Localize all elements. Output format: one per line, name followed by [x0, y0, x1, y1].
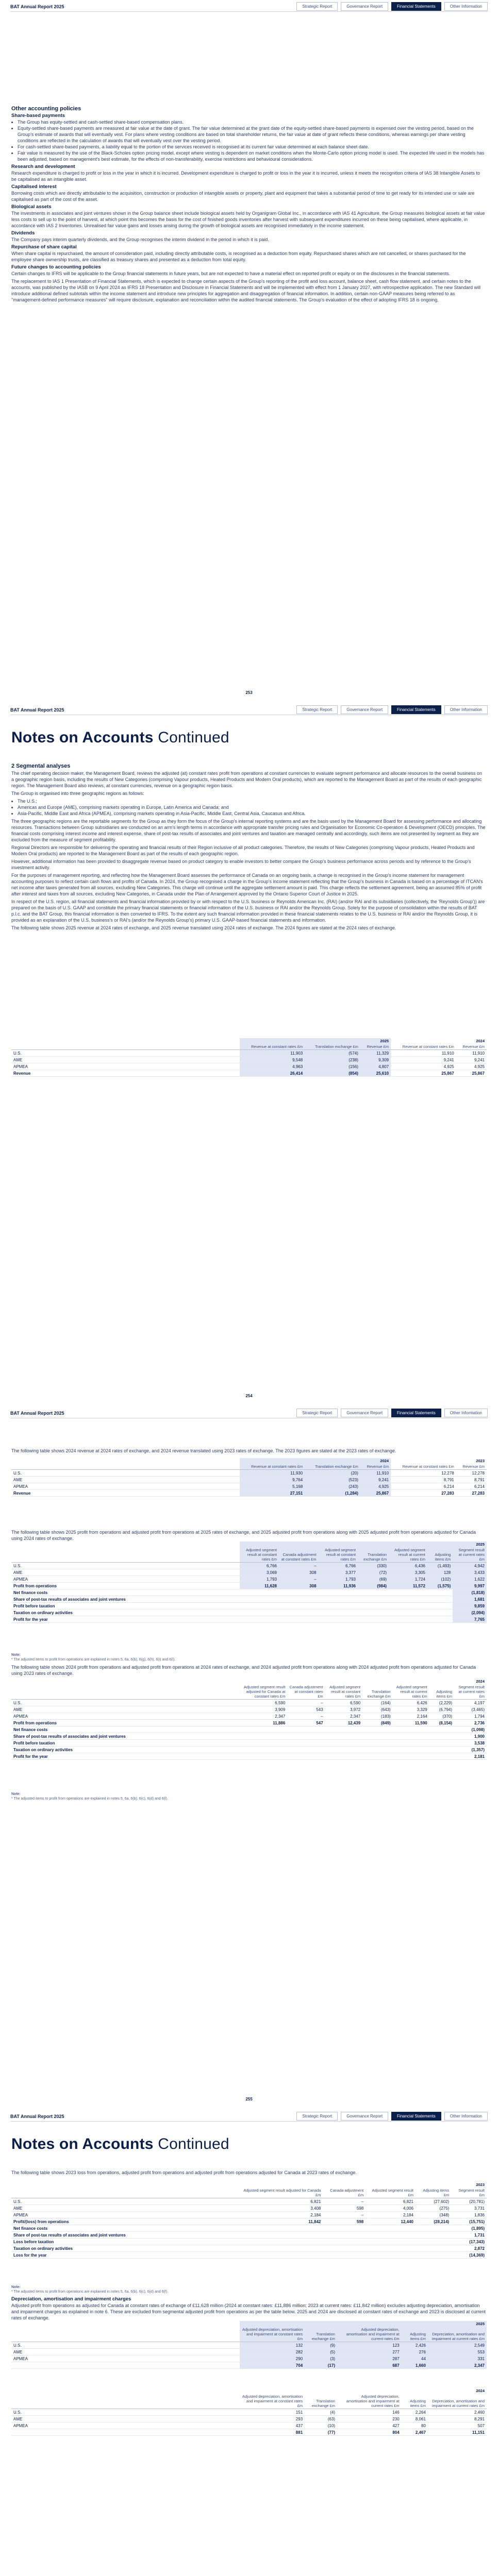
- intro-text: The following table shows 2024 revenue at 2024 rates of exchange, and 2024 revenue translated using 2023 rates of exchange. The 2023 figures are stated at the 2023 rates of exchange.: [11, 1448, 396, 1453]
- col-header: Translation exchange £m: [305, 2327, 337, 2342]
- page-254: [0, 703, 498, 1406]
- col-header: Revenue £m: [360, 1044, 391, 1050]
- col-header: Canada adjustment at constant rates £m: [279, 1547, 319, 1563]
- paragraph: Certain changes to IFRS will be applicable to the Group financial statements in future years, but are not expected to have a material effect on reported profit or equity or on the disclosures in the financial statements.: [11, 271, 451, 276]
- heading-capitalised-interest: Capitalised interest: [11, 184, 57, 190]
- paragraph: Adjusted profit from operations as adjusted for Canada at constant rates of exchange of £11,628 million (2024 at constant rates: £11,886 million; 2023 at current rates: £11,842 million) excludes adjusting depreciation, amortisation and impairment charges as explained in note 6. These are excluded from segmental adjusted profit from operations as per the table below. 2025 and 2024 are disclosed at constant rates of exchange and 2023 is disclosed at current rates of exchange.: [11, 2303, 486, 2320]
- note-text: * The adjusted items to profit from operations are explained in notes 5, 6a, 6(b), 6(g), 6(h), 6(i) and 6(l).: [11, 1658, 176, 1662]
- tab-governance-report[interactable]: Governance Report: [341, 705, 388, 714]
- year-label: 2024: [476, 1679, 485, 1684]
- col-header: Adjusted segment result adjusted for Canada at constant rates £m: [240, 1684, 288, 1700]
- report-title: BAT Annual Report 2025: [10, 1411, 64, 1416]
- table-row: AME 9,548 (238) 9,309 9,241 9,241: [11, 1057, 487, 1063]
- report-title: BAT Annual Report 2025: [10, 4, 64, 9]
- paragraph: The following table shows 2025 revenue at 2024 rates of exchange, and 2025 revenue translated using 2024 rates of exchange. The 2024 figures are stated at the 2024 rates of exchange.: [11, 925, 396, 930]
- table-row: Loss for the year (14,369): [11, 2252, 487, 2259]
- table-row-total: Revenue 27,151 (1,284) 25,867 27,283 27,283: [11, 1490, 487, 1497]
- tab-other-information[interactable]: Other Information: [444, 2112, 488, 2121]
- table-row: U.S. 6,590 – 6,590 (164) 6,426 (2,229) 4,197: [11, 1700, 487, 1706]
- table-row: U.S. 11,903 (574) 11,329 11,910 11,910: [11, 1050, 487, 1057]
- col-header: Adjusted segment result at constant rates £m: [240, 1547, 279, 1563]
- intro-text: The following table shows 2024 profit from operations and adjusted profit from operations at 2024 rates of exchange, and 2024 adjusted profit from operations along with 2024 adjusted profit from operations adjusted for Canada using 2023 rates of exchange.: [11, 1665, 476, 1676]
- page-number: 254: [245, 1394, 253, 1398]
- paragraph: Research expenditure is charged to profit or loss in the year in which it is incurred. Development expenditure is charged to profit or loss in the year it is incurred, unless it meets the recognition criteria of IAS 38 Intangible Assets to be capitalised as an intangible asset.: [11, 171, 480, 182]
- tab-governance-report[interactable]: Governance Report: [341, 2112, 388, 2121]
- table-row: Profit from operations 11,628 308 11,936 (984) 11,572 (1,575) 9,997: [11, 1583, 487, 1589]
- table-row: U.S. 11,930 (20) 11,910 12,278 12,278: [11, 1470, 487, 1477]
- table-row: Net finance costs (1,895): [11, 2225, 487, 2232]
- page-title: [11, 2136, 229, 2153]
- paragraph: The replacement to IAS 1 Presentation of Financial Statements, which is expected to change certain aspects of the Group's reporting of the profit and loss account, balance sheet, cash flow statement, and certain notes to the accounts, was published by the IASB on 9 April 2024 as IFRS 18 Presentation and Disclosure in Financial Statements and will be implemented with effect from 1 January 2027, with retrospective application. The new Standard will introduce additional defined subtotals within the income statement and introduce new principles for aggregation and disaggregation of financial information. In addition, certain non-GAAP measures being referred to as "management-defined performance measures" will require disclosure, explanation and reconciliation within the audited financial statements. The Group's evaluation of the effect of adopting IFRS 18 is ongoing.: [11, 279, 481, 302]
- paragraph: In respect of the U.S. region, all financial statements and financial information provided by or with respect to the U.S. business or Reynolds American Inc. (RAI) (and/or RAI and its subsidiaries (collectively, the 'Reynolds Group')) are prepared on the basis of U.S. GAAP and constitute the primary financial statements or financial information of the U.S. business or RAI and/or the Reynolds Group. Solely for the purpose of consolidation within the results of BAT p.l.c. and the BAT Group, this financial information is then converted to IFRS. To the extent any such financial information provided in these financial statements relates to the U.S. business or RAI and/or the Reynolds Group, it is provided as an explanation of the U.S. business's or RAI's (and/or the Reynolds Group's) primary U.S. GAAP-based financial statements and information.: [11, 899, 485, 923]
- col-header: Adjusted depreciation, amortisation and impairment at constant rates £m: [240, 2394, 305, 2409]
- tab-other-information[interactable]: Other Information: [444, 1409, 488, 1417]
- col-header: Adjusted segment result adjusted for Canada £m: [240, 2188, 323, 2198]
- tab-financial-statements[interactable]: Financial Statements: [391, 1409, 441, 1417]
- list-item: • For cash-settled share-based payments, a liability equal to the portion of the services received is recognised at its current fair value determined at each balance sheet date.: [18, 144, 486, 150]
- report-title: BAT Annual Report 2025: [10, 2114, 64, 2119]
- paragraph: When share capital is repurchased, the amount of consideration paid, including directly attributable costs, is recognised as a deduction from equity. Repurchased shares which are not cancelled, or shares purchased for the employee share ownership trusts, are classified as treasury shares and presented as a deduction from total equity.: [11, 251, 466, 262]
- year-label: 2023: [476, 1459, 485, 1463]
- table-row: APMEA 290 (3) 287 44 331: [11, 2355, 487, 2362]
- col-header: Revenue £m: [456, 1464, 487, 1470]
- paragraph: The investments in associates and joint ventures shown in the Group balance sheet include biological assets held by Organigram Global Inc., in accordance with IAS 41 Agriculture, the Group measures biological assets at fair value less costs to sell up to the point of harvest, at which point this becomes the basis for the cost of finished goods inventories after harvest with subsequent expenditures incurred on these being capitalised, where applicable, in accordance with IAS 2 Inventories. Unrealised fair value gains and losses arising during the growth of biological assets are recognised immediately in the income statement.: [11, 211, 485, 228]
- profit-2024-table: [11, 1679, 487, 1760]
- heading-share-based: Share-based payments: [11, 113, 65, 118]
- note-label: Note:: [11, 1653, 21, 1657]
- tab-governance-report[interactable]: Governance Report: [341, 1409, 388, 1417]
- year-label: 2025: [240, 1541, 487, 1547]
- title-continued: Continued: [158, 729, 229, 746]
- col-header: Revenue at constant rates £m: [240, 1464, 305, 1470]
- header-tabs: [296, 1409, 488, 1417]
- col-header: Segment result at current rates £m: [454, 1684, 487, 1700]
- table-row: U.S. 132 (9) 123 2,426 2,549: [11, 2342, 487, 2349]
- tab-financial-statements[interactable]: Financial Statements: [391, 2112, 441, 2121]
- tab-strategic-report[interactable]: Strategic Report: [296, 705, 338, 714]
- col-header: Adjusted depreciation, amortisation and impairment at current rates £m: [337, 2327, 402, 2342]
- table-row: APMEA 4,963 (156) 4,807 4,925 4,925: [11, 1063, 487, 1070]
- list-item: • The U.S.;: [18, 798, 486, 804]
- col-header: Canada adjustment at constant rates £m: [287, 1684, 325, 1700]
- table-row: AME 9,764 (523) 9,241 8,791 8,791: [11, 1477, 487, 1483]
- list-item: • The Group has equity-settled and cash-settled share-based compensation plans.: [18, 119, 486, 125]
- heading-rd: Research and development: [11, 164, 75, 170]
- col-header: Adjusting items £m: [427, 1547, 453, 1563]
- table-row: Profit for the year 7,765: [11, 1616, 487, 1623]
- col-header: Adjusted segment result £m: [366, 2188, 416, 2198]
- year-label: 2024: [240, 1458, 391, 1464]
- accounting-policies-text: [11, 106, 486, 304]
- table-row: U.S. 151 (4) 146 2,264 2,460: [11, 2409, 487, 2416]
- table-row: Profit before taxation 3,538: [11, 1740, 487, 1747]
- tab-strategic-report[interactable]: Strategic Report: [296, 2112, 338, 2121]
- table-row: APMEA 5,168 (243) 4,925 6,214 6,214: [11, 1483, 487, 1490]
- share-based-list: [11, 119, 486, 162]
- col-header: Canada adjustment £m: [323, 2188, 366, 2198]
- year-label: 2025: [240, 2321, 487, 2327]
- note-label: Note:: [11, 1792, 21, 1796]
- paragraph: However, additional information has been provided to disaggregate revenue based on product category to enable investors to better compare the Group's business performance across periods and by reference to the Group's investment activity.: [11, 859, 471, 870]
- table-row: Net finance costs (1,098): [11, 1726, 487, 1733]
- paragraph: The three geographic regions are the reportable segments for the Group as they form the focus of the Group's internal reporting systems and are the basis used by the Management Board for assessing performance and allocating resources. Transactions between Group subsidiaries are conducted on an arm's length terms in accordance with appropriate transfer pricing rules and Organisation for Economic Co-operation & Development (OECD) principles. The financial costs comprising interest income and interest expense, share of post-tax results of associates and joint ventures and taxation are managed centrally and accordingly, such items are not presented by segment as they are excluded from the measure of segment profitability.: [11, 819, 486, 842]
- col-header: Adjusted depreciation, amortisation and impairment at current rates £m: [337, 2394, 402, 2409]
- heading-future-changes: Future changes to accounting policies: [11, 264, 101, 270]
- list-item: • Americas and Europe (AME), comprising markets operating in Europe, Latin America and Canada; and: [18, 804, 486, 810]
- page-255: [0, 1406, 498, 2110]
- col-header: Adjusting items £m: [416, 2188, 451, 2198]
- title-main: Notes on Accounts: [11, 2136, 154, 2153]
- table-row: Net finance costs (1,818): [11, 1589, 487, 1596]
- paragraph: The chief operating decision maker, the Management Board, reviews the adjusted (at) constant rates profit from operations at constant currencies to evaluate segment performance and allocate resources to the overall business on a geographic region basis, including the results of New Categories (comprising Vapour products, Heated Products and Modern Oral products), which are reported to the Management Board as part of the results of each geographic region. The Management Board also reviews, at constant currencies, revenue on a geographic region basis.: [11, 771, 482, 788]
- col-header: Segment result at current rates £m: [453, 1547, 487, 1563]
- intro-text: The following table shows 2023 loss from operations, adjusted profit from operations and adjusted profit from operations adjusted for Canada at 2023 rates of exchange.: [11, 2170, 357, 2175]
- profit-2025-table: [11, 1541, 487, 1623]
- col-header: Translation exchange £m: [305, 2394, 337, 2409]
- table-row: AME 293 (63) 230 8,061 8,291: [11, 2416, 487, 2422]
- table-row: Share of post-tax results of associates and joint ventures 1,731: [11, 2232, 487, 2239]
- table-row: AME 282 (5) 277 276 553: [11, 2349, 487, 2355]
- table-row: APMEA 2,184 – 2,184 (348) 1,836: [11, 2212, 487, 2218]
- col-header: Depreciation, amortisation and impairment at current rates £m: [428, 2394, 487, 2409]
- page-number: 255: [245, 2097, 253, 2102]
- col-header: Translation exchange £m: [305, 1044, 360, 1050]
- col-header: Adjusting items £m: [429, 1684, 454, 1700]
- depreciation-2024-table: [11, 2388, 487, 2436]
- table-row: Loss before taxation (17,343): [11, 2239, 487, 2245]
- table-note: [11, 1653, 486, 1662]
- heading-depreciation: Depreciation, amortisation and impairment charges: [11, 2296, 131, 2302]
- col-header: Adjusted segment result at constant rates £m: [325, 1684, 363, 1700]
- heading-dividends: Dividends: [11, 230, 35, 236]
- tab-financial-statements[interactable]: Financial Statements: [391, 2, 441, 11]
- heading-segmental: 2 Segmental analyses: [11, 763, 71, 769]
- table-note: [11, 1792, 486, 1801]
- table-row-total: Revenue 26,414 (854) 25,610 25,867 25,867: [11, 1070, 487, 1077]
- table-row: APMEA 437 (10) 427 80 507: [11, 2422, 487, 2429]
- table-row: AME 3,909 543 3,972 (643) 3,329 (6,794) (3,465): [11, 1706, 487, 1713]
- tab-other-information[interactable]: Other Information: [444, 2, 488, 11]
- revenue-2025-table: [11, 1038, 487, 1077]
- page-253: [0, 0, 498, 703]
- tab-other-information[interactable]: Other Information: [444, 705, 488, 714]
- paragraph: Borrowing costs which are directly attributable to the acquisition, construction or production of intangible assets or property, plant and equipment that takes a substantial period of time to get ready for its intended use or sale are capitalised as part of the cost of the asset.: [11, 191, 475, 202]
- list-item: • Asia-Pacific, Middle East and Africa (APMEA), comprising markets operating in Asia-Pacific, Middle East, Central Asia, Caucasus and Africa.: [18, 810, 486, 817]
- tab-governance-report[interactable]: Governance Report: [341, 2, 388, 11]
- table-row: Profit/(loss) from operations 11,842 598 12,440 (28,214) (15,751): [11, 2218, 487, 2225]
- col-header: Translation exchange £m: [362, 1684, 393, 1700]
- col-header: Adjusting items £m: [402, 2394, 428, 2409]
- table-row: APMEA 2,347 – 2,347 (183) 2,164 (370) 1,794: [11, 1713, 487, 1720]
- table-note: [11, 2285, 486, 2294]
- heading-other-policies: Other accounting policies: [11, 106, 81, 112]
- col-header: [11, 1044, 240, 1050]
- year-label: 2025: [240, 1038, 391, 1044]
- title-main: Notes on Accounts: [11, 729, 154, 746]
- header-tabs: [296, 705, 488, 714]
- col-header: Adjusted depreciation, amortisation and impairment at constant rates £m: [240, 2327, 305, 2342]
- note-text: * The adjusted items to profit from operations are explained in notes 5, 6a, 6(b), 6(c), 6(d) and 6(f).: [11, 2290, 169, 2294]
- table-row: Taxation on ordinary activities (1,357): [11, 1747, 487, 1753]
- table-row-total: 704 (17) 687 1,660 2,347: [11, 2362, 487, 2369]
- table-row: U.S. 6,821 – 6,821 (27,602) (20,781): [11, 2198, 487, 2205]
- table-row: Profit for the year 2,181: [11, 1753, 487, 1760]
- page-header: [10, 705, 488, 715]
- report-title: BAT Annual Report 2025: [10, 707, 64, 713]
- col-header: Adjusted segment result at current rates £m: [393, 1684, 429, 1700]
- note-label: Note:: [11, 2285, 21, 2289]
- profit-2023-table: [11, 2182, 487, 2259]
- page-title: [11, 729, 229, 747]
- year-label: 2023: [476, 2182, 485, 2187]
- table-row: Taxation on ordinary activities 2,872: [11, 2245, 487, 2252]
- tab-financial-statements[interactable]: Financial Statements: [391, 705, 441, 714]
- intro-text: The following table shows 2025 profit from operations and adjusted profit from operations at 2025 rates of exchange, and 2025 adjusted profit from operations along with 2025 adjusted profit from operations adjusted for Canada using 2024 rates of exchange.: [11, 1530, 476, 1541]
- regions-list: [11, 798, 486, 817]
- page-header: [10, 2, 488, 12]
- segmental-text: [11, 763, 486, 933]
- page-header: [10, 1409, 488, 1418]
- col-header: Revenue at constant rates £m: [240, 1044, 305, 1050]
- heading-biological-assets: Biological assets: [11, 204, 52, 210]
- page-256: [0, 2110, 498, 2576]
- col-header: Revenue at constant rates £m: [391, 1044, 456, 1050]
- tab-strategic-report[interactable]: Strategic Report: [296, 1409, 338, 1417]
- header-tabs: [296, 2, 488, 11]
- paragraph: The Group is organised into three geographic regions as follows:: [11, 791, 144, 796]
- col-header: Segment result £m: [451, 2188, 487, 2198]
- table-row: Taxation on ordinary activities (2,094): [11, 1609, 487, 1616]
- table-row: Share of post-tax results of associates and joint ventures 1,681: [11, 1596, 487, 1603]
- table-row: AME 3,069 308 3,377 (72) 3,305 128 3,433: [11, 1569, 487, 1576]
- year-label: 2024: [476, 1039, 485, 1043]
- col-header: Translation exchange £m: [305, 1464, 360, 1470]
- table-row: U.S. 6,766 – 6,766 (330) 6,436 (1,493) 4,942: [11, 1563, 487, 1569]
- list-item: • Equity-settled share-based payments are measured at fair value at the date of grant. The fair value determined at the grant date of the equity-settled share-based payments is expensed over the vesting period, based on the Group's estimate of awards that will eventually vest. For plans where vesting conditions are based on total shareholder returns, the fair value at date of grant reflects these conditions, whereas earnings per share vesting conditions are reflected in the calculation of awards that will eventually vest over the vesting period.: [18, 125, 486, 144]
- col-header: Depreciation, amortisation and impairment at current rates £m: [428, 2327, 487, 2342]
- table-row: Profit from operations 11,886 547 12,439 (849) 11,590 (8,154) 2,736: [11, 1720, 487, 1726]
- col-header: Revenue at constant rates £m: [391, 1464, 456, 1470]
- col-header: Revenue £m: [456, 1044, 487, 1050]
- title-continued: Continued: [158, 2136, 229, 2153]
- page-number: 253: [245, 690, 253, 695]
- tab-strategic-report[interactable]: Strategic Report: [296, 2, 338, 11]
- col-header: Adjusted segment result at constant rates £m: [319, 1547, 358, 1563]
- header-tabs: [296, 2112, 488, 2121]
- paragraph: Regional Directors are responsible for delivering the operating and financial results of their Region inclusive of all product categories. Therefore, the results of New Categories (comprising Vapour products, Heated Products and Modern Oral products) are reported to the Management Board as part of the results of each geographic region.: [11, 845, 475, 856]
- col-header: Revenue £m: [360, 1464, 391, 1470]
- col-header: Adjusting items £m: [402, 2327, 428, 2342]
- table-row: Share of post-tax results of associates and joint ventures 1,900: [11, 1733, 487, 1740]
- list-item: • Fair value is measured by the use of the Black-Scholes option pricing model, except where vesting is dependent on market conditions when the Monte-Carlo option pricing model is used. The expected life used in the models has been adjusted, based on management's best estimate, for the effects of non-transferability, exercise restrictions and behavioural considerations.: [18, 150, 486, 162]
- col-header: Adjusted segment result at current rates £m: [389, 1547, 427, 1563]
- heading-repurchase: Repurchase of share capital: [11, 244, 77, 250]
- table-row: AME 3,408 598 4,006 (275) 3,731: [11, 2205, 487, 2212]
- table-row-total: 881 (77) 804 2,467 11,151: [11, 2429, 487, 2436]
- paragraph: For the purposes of management reporting, and reflecting how the Management Board assesses the performance of Canada on an ongoing basis, a change is recognised in the Group's income statement for management accounting purposes to reflect certain cash flows and profits of Canada. In 2024, the Group recognised a charge in the Group's income statement reflecting that the Group's business in Canada is based on a percentage of ITCAN's net income after taxes generated from all sources, excluding New Categories. This charge will continue until the aggregate settlement amount is paid. This charge reflects the settlement agreement, being an assumed 85% of profit after interest and taxes from all sources, excluding New Categories, in Canada under the Plan of Arrangement approved by the Ontario Superior Court of Justice in 2025.: [11, 873, 483, 896]
- page-header: [10, 2112, 488, 2122]
- col-header: Translation exchange £m: [358, 1547, 389, 1563]
- paragraph: The Company pays interim quarterly dividends, and the Group recognises the interim dividend in the period in which it is paid.: [11, 237, 269, 242]
- year-label: 2024: [476, 2388, 485, 2393]
- depreciation-2025-table: [11, 2321, 487, 2369]
- revenue-2024-table: [11, 1458, 487, 1497]
- table-row: APMEA 1,793 – 1,793 (69) 1,724 (102) 1,622: [11, 1576, 487, 1583]
- table-row: Profit before taxation 9,859: [11, 1603, 487, 1609]
- note-text: * The adjusted items to profit from operations are explained in notes 5, 6a, 6(b), 6(c), 6(d) and 6(l).: [11, 1797, 168, 1801]
- depreciation-text: [11, 2296, 486, 2323]
